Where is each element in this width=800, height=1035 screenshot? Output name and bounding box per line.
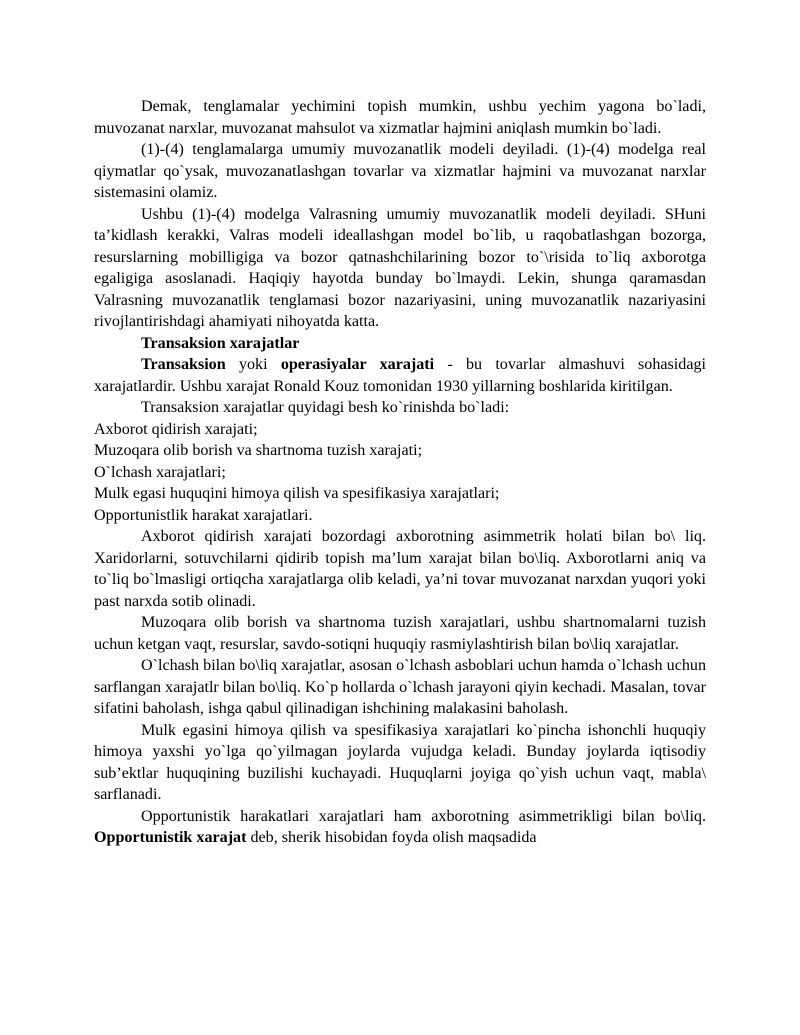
text-fragment: - bu tovarlar almashuvi sohasidagi xarajatlardir. Ushbu xarajat Ronald Kouz tomonidan 1930 yillarning boshlarida kiritilgan.	[94, 356, 706, 395]
paragraph-negotiation: Muzoqara olib borish va shartnoma tuzish xarajatlari, ushbu shartnomalarni tuzish uchun ketgan vaqt, resurslar, savdo-sotiqni huquqiy rasmiylashtirish bilan bo\liq xarajatlar.	[94, 614, 706, 653]
list-item: Opportunistlik harakat xarajatlari.	[94, 506, 313, 524]
paragraph-property-rights: Mulk egasini himoya qilish va spesifikasiya xarajatlari ko`pincha ishonchli huquqiy himoya yaxshi yo`lga qo`yilmagan joylarda vujudga keladi. Bunday joylarda iqtisodiy sub’ektlar huquqining buzilishi kuchayadi. Huquqlarni joyiga qo`yish uchun vaqt, mabla\ sarflanadi.	[94, 721, 706, 803]
list-item: Axborot qidirish xarajati;	[94, 420, 258, 438]
list-item: O`lchash xarajatlari;	[94, 463, 226, 481]
term-operasiyalar-xarajati: operasiyalar xarajati	[280, 356, 435, 373]
list-item: Mulk egasi huquqini himoya qilish va spesifikasiya xarajatlari;	[94, 485, 500, 502]
paragraph-five-forms-intro: Transaksion xarajatlar quyidagi besh ko`rinishda bo`ladi:	[141, 399, 510, 416]
paragraph-transaction-definition	[94, 354, 706, 397]
text-fragment: yoki	[225, 356, 281, 373]
paragraph-information-search: Axborot qidirish xarajati bozordagi axborotning asimmetrik holati bilan bo\ liq. Xaridorlarni, sotuvchilarni qidirib topish ma’lum xarajat bilan bo\liq. Axborotlarni aniq va to`liq bo`lmasligi ortiqcha xarajatlarga olib keladi, ya’ni tovar muvozanat narxdan yuqori yoki past narxda sotib olinadi.	[94, 528, 706, 610]
text-fragment: deb, sherik hisobidan foyda olish maqsadida	[246, 829, 537, 846]
paragraph-general-equilibrium-model: (1)-(4) tenglamalarga umumiy muvozanatlik modeli deyiladi. (1)-(4) modelga real qiymatlar qo`ysak, muvozanatlashgan tovarlar va xizmatlar hajmini va muvozanat narxlar sistemasini olamiz.	[94, 141, 706, 201]
text-fragment: Opportunistik harakatlari xarajatlari ham axborotning asimmetrikligi bilan bo\liq.	[141, 807, 706, 825]
term-transaksion: Transaksion	[141, 356, 226, 373]
list-item: Muzoqara olib borish va shartnoma tuzish xarajati;	[94, 442, 423, 459]
paragraph-walras-model: Ushbu (1)-(4) modelga Valrasning umumiy muvozanatlik modeli deyiladi. SHuni ta’kidlash kerakki, Valras modeli ideallashgan model bo`lib, u raqobatlashgan bozorga, resurslarning mobilligiga va bozor qatnashchilarining bozor to`\risida to`liq axborotga egaligiga asoslanadi. Haqiqiy hayotda bunday bo`lmaydi. Lekin, shunga qaramasdan Valrasning muvozanatlik tenglamasi bozor nazariyasini, uning muvozanatlik nazariyasini rivojlantirishdagi ahamiyati nihoyatda katta.	[94, 205, 706, 330]
paragraph-opportunistic	[94, 806, 706, 849]
paragraph-equilibrium-solution: Demak, tenglamalar yechimini topish mumkin, ushbu yechim yagona bo`ladi, muvozanat narxlar, muvozanat mahsulot va xizmatlar hajmini aniqlash mumkin bo`ladi.	[94, 98, 706, 137]
section-heading-transaction-costs: Transaksion xarajatlar	[141, 334, 300, 352]
paragraph-measurement: O`lchash bilan bo\liq xarajatlar, asosan o`lchash asboblari uchun hamda o`lchash uchun sarflangan xarajatlr bilan bo\liq. Ko`p hollarda o`lchash jarayoni qiyin kechadi. Masalan, tovar sifatini baholash, ishga qabul qilinadigan ishchining malakasini baholash.	[94, 657, 706, 717]
document-page	[94, 96, 706, 849]
term-opportunistik-xarajat: Opportunistik xarajat	[94, 829, 247, 846]
